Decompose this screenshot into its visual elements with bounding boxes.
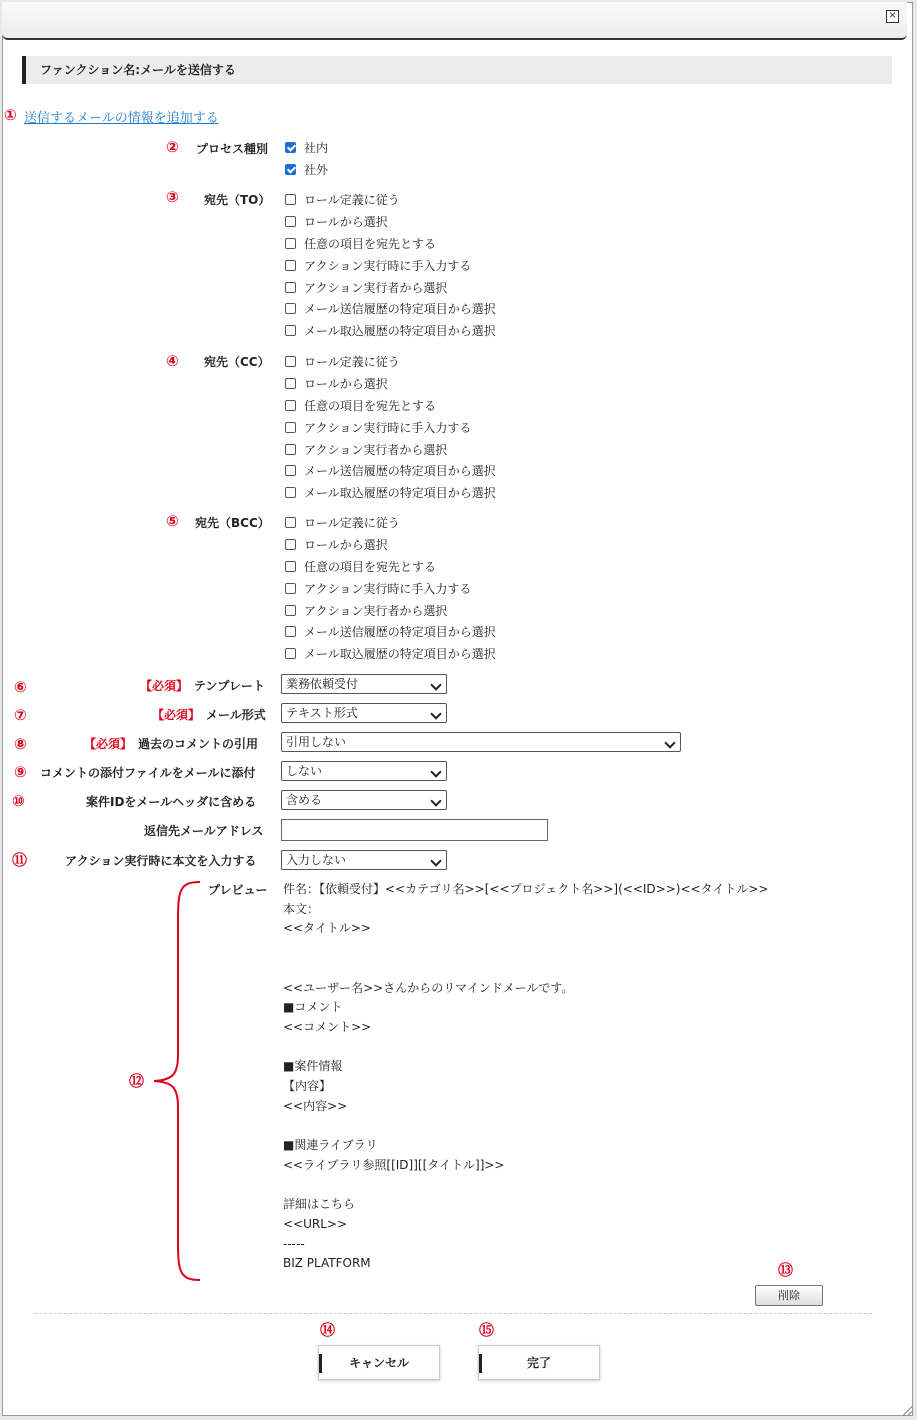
attach-files-label: コメントの添付ファイルをメールに添付: [40, 766, 256, 780]
marker-11: ⑪: [12, 851, 28, 869]
checkbox-external[interactable]: 社外: [285, 159, 328, 181]
cc-label: 宛先（CC）: [204, 355, 270, 369]
marker-15: ⑮: [479, 1321, 495, 1339]
cc-option[interactable]: ロール定義に従う: [285, 351, 496, 373]
bcc-option[interactable]: メール送信履歴の特定項目から選択: [285, 621, 496, 643]
reply-to-input[interactable]: [281, 819, 548, 841]
bcc-option[interactable]: ロールから選択: [285, 534, 496, 556]
checkbox-icon[interactable]: [285, 561, 296, 572]
complete-button[interactable]: 完了: [478, 1345, 600, 1380]
required-tag: 【必須】: [152, 708, 201, 722]
case-id-header-label: 案件IDをメールヘッダに含める: [86, 795, 257, 809]
marker-3: ③: [166, 188, 179, 206]
marker-6: ⑥: [14, 678, 27, 696]
checkbox-icon[interactable]: [285, 539, 296, 550]
checkbox-internal[interactable]: 社内: [285, 137, 328, 159]
marker-5: ⑤: [166, 512, 179, 530]
checkbox-icon[interactable]: [285, 626, 296, 637]
checkbox-icon[interactable]: [285, 260, 296, 271]
input-body-label: アクション実行時に本文を入力する: [65, 854, 257, 868]
checkbox-icon[interactable]: [285, 238, 296, 249]
marker-9: ⑨: [14, 763, 27, 781]
chevron-down-icon: [664, 737, 675, 748]
cc-option[interactable]: アクション実行者から選択: [285, 438, 496, 460]
checkbox-icon[interactable]: [285, 194, 296, 205]
bcc-option[interactable]: ロール定義に従う: [285, 512, 496, 534]
to-option[interactable]: ロールから選択: [285, 211, 496, 233]
function-header: ファンクション名:メールを送信する: [22, 56, 892, 84]
marker-13: ⑬: [778, 1261, 794, 1279]
bcc-option[interactable]: 任意の項目を宛先とする: [285, 556, 496, 578]
checkbox-icon[interactable]: [285, 583, 296, 594]
marker-1: ①: [4, 106, 17, 124]
delete-button[interactable]: 削除: [755, 1285, 823, 1306]
marker-7: ⑦: [14, 706, 27, 724]
checkbox-icon[interactable]: [285, 216, 296, 227]
reply-to-label: 返信先メールアドレス: [144, 824, 264, 838]
mail-format-select[interactable]: テキスト形式: [281, 703, 447, 723]
cancel-button[interactable]: キャンセル: [318, 1345, 440, 1380]
bcc-option[interactable]: メール取込履歴の特定項目から選択: [285, 643, 496, 665]
close-icon[interactable]: ×: [886, 10, 899, 23]
process-type-label: プロセス種別: [196, 142, 269, 156]
checkbox-checked-icon[interactable]: [285, 142, 296, 153]
checkbox-icon[interactable]: [285, 605, 296, 616]
marker-14: ⑭: [320, 1321, 336, 1339]
bcc-label: 宛先（BCC）: [195, 516, 270, 530]
attach-files-select[interactable]: しない: [281, 761, 447, 781]
add-mail-info-link[interactable]: 送信するメールの情報を追加する: [24, 111, 219, 126]
to-option[interactable]: メール取込履歴の特定項目から選択: [285, 320, 496, 342]
checkbox-icon[interactable]: [285, 487, 296, 498]
titlebar: [2, 2, 907, 40]
to-option[interactable]: ロール定義に従う: [285, 189, 496, 211]
cc-options: [285, 351, 496, 504]
marker-4: ④: [166, 352, 179, 370]
cc-option[interactable]: 任意の項目を宛先とする: [285, 395, 496, 417]
chevron-down-icon: [430, 795, 441, 806]
quote-comment-label: 【必須】 過去のコメントの引用: [84, 737, 259, 751]
process-type-options: [285, 137, 328, 181]
bcc-option[interactable]: アクション実行者から選択: [285, 599, 496, 621]
to-option[interactable]: アクション実行時に手入力する: [285, 254, 496, 276]
bcc-option[interactable]: アクション実行時に手入力する: [285, 577, 496, 599]
cc-option[interactable]: ロールから選択: [285, 373, 496, 395]
to-options: [285, 189, 496, 342]
chevron-down-icon: [430, 855, 441, 866]
cc-option[interactable]: メール送信履歴の特定項目から選択: [285, 460, 496, 482]
bcc-options: [285, 512, 496, 665]
checkbox-icon[interactable]: [285, 303, 296, 314]
checkbox-icon[interactable]: [285, 648, 296, 659]
resize-handle-icon[interactable]: [903, 1406, 913, 1416]
checkbox-icon[interactable]: [285, 400, 296, 411]
checkbox-icon[interactable]: [285, 356, 296, 367]
mail-format-label: 【必須】 メール形式: [152, 708, 266, 722]
checkbox-icon[interactable]: [285, 444, 296, 455]
template-label: 【必須】 テンプレート: [140, 679, 265, 693]
cc-option[interactable]: メール取込履歴の特定項目から選択: [285, 482, 496, 504]
case-id-header-select[interactable]: 含める: [281, 790, 447, 810]
required-tag: 【必須】: [140, 679, 189, 693]
curly-brace-icon: [150, 880, 202, 1282]
checkbox-checked-icon[interactable]: [285, 164, 296, 175]
marker-12: ⑫: [129, 1072, 145, 1090]
marker-2: ②: [166, 138, 179, 156]
to-option[interactable]: 任意の項目を宛先とする: [285, 233, 496, 255]
input-body-select[interactable]: 入力しない: [281, 850, 447, 870]
chevron-down-icon: [430, 766, 441, 777]
checkbox-icon[interactable]: [285, 422, 296, 433]
checkbox-icon[interactable]: [285, 325, 296, 336]
marker-10: ⑩: [12, 792, 25, 810]
preview-label: プレビュー: [208, 883, 268, 897]
marker-8: ⑧: [14, 735, 27, 753]
quote-comment-select[interactable]: 引用しない: [281, 732, 681, 752]
checkbox-icon[interactable]: [285, 465, 296, 476]
chevron-down-icon: [430, 708, 441, 719]
divider: [34, 1313, 872, 1314]
checkbox-icon[interactable]: [285, 517, 296, 528]
template-select[interactable]: 業務依頼受付: [281, 674, 447, 694]
to-option[interactable]: メール送信履歴の特定項目から選択: [285, 298, 496, 320]
required-tag: 【必須】: [84, 737, 133, 751]
checkbox-icon[interactable]: [285, 378, 296, 389]
to-label: 宛先（TO）: [204, 193, 271, 207]
checkbox-icon[interactable]: [285, 282, 296, 293]
preview-text: 件名：【依頼受付】<<カテゴリ名>>[<<プロジェクト名>>](<<ID>>)<<タイトル>> 本文： <<タイトル>> <<ユーザー名>>さんからのリマインドメールです。 ■コメント <<コメント>> ■案件情報 【内容】 <<内容>> ■関連ライブラリ <<ライブラリ参照[[ID]][[タイトル]]>> 詳細はこちら <<URL>> ----- BIZ PLATFORM: [283, 882, 769, 1271]
cc-option[interactable]: アクション実行時に手入力する: [285, 416, 496, 438]
chevron-down-icon: [430, 679, 441, 690]
to-option[interactable]: アクション実行者から選択: [285, 276, 496, 298]
